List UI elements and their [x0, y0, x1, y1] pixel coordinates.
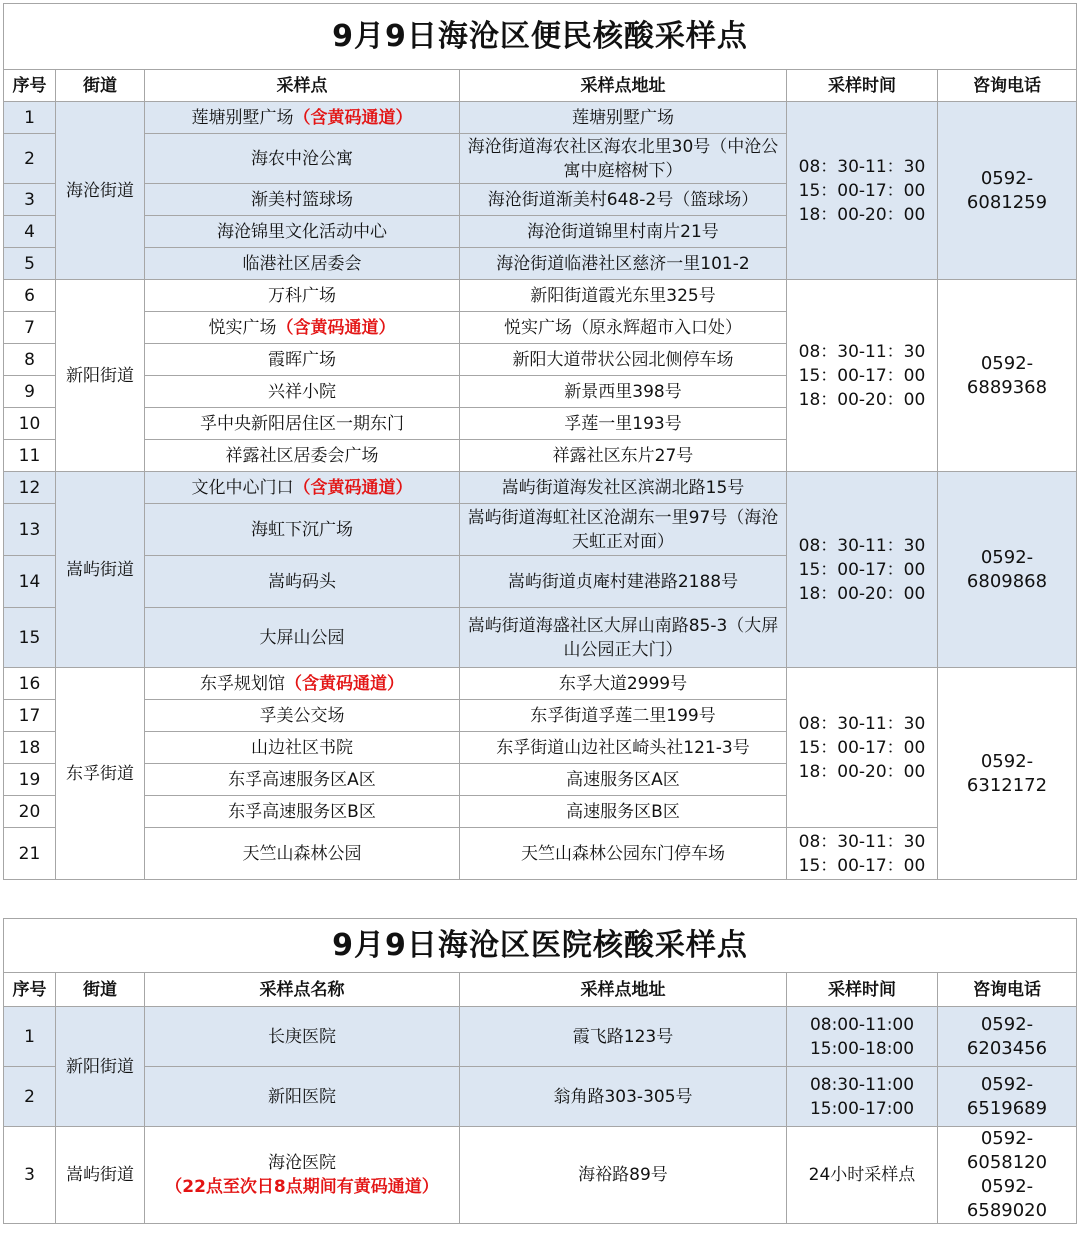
col-header-time: 采样时间 — [787, 70, 938, 102]
convenience-sampling-table — [3, 3, 1077, 880]
sampling-time: 24小时采样点 — [787, 1127, 938, 1224]
col-header-site: 采样点名称 — [145, 973, 460, 1007]
section1-title: 9月9日海沧区便民核酸采样点 — [4, 4, 1077, 70]
sampling-time: 08：30-11：30 15：00-17：00 18：00-20：00 — [787, 668, 938, 828]
row-number: 19 — [4, 764, 56, 796]
row-number: 16 — [4, 668, 56, 700]
site-name: 东孚高速服务区B区 — [145, 796, 460, 828]
address-cell: 嵩屿街道海盛社区大屏山南路85-3（大屏山公园正大门） — [460, 608, 787, 668]
address-cell: 霞飞路123号 — [460, 1007, 787, 1067]
phone-number: 0592-6081259 — [938, 102, 1077, 280]
table-row — [4, 102, 1077, 134]
yellow-code-label: （含黄码通道） — [285, 673, 404, 694]
site-name: 海沧锦里文化活动中心 — [145, 216, 460, 248]
address-cell: 东孚街道山边社区崎头社121-3号 — [460, 732, 787, 764]
row-number: 8 — [4, 344, 56, 376]
site-name: 天竺山森林公园 — [145, 828, 460, 880]
site-name: 大屏山公园 — [145, 608, 460, 668]
site-name: 文化中心门口 — [191, 477, 294, 498]
address-cell: 祥露社区东片27号 — [460, 440, 787, 472]
site-name: 霞晖广场 — [145, 344, 460, 376]
row-number: 3 — [4, 1127, 56, 1224]
site-cell — [145, 1127, 460, 1224]
address-cell: 高速服务区A区 — [460, 764, 787, 796]
site-name: 海农中沧公寓 — [145, 134, 460, 184]
row-number: 1 — [4, 1007, 56, 1067]
site-cell — [145, 102, 460, 134]
site-name: 海沧医院 — [268, 1153, 336, 1173]
site-name: 临港社区居委会 — [145, 248, 460, 280]
row-number: 21 — [4, 828, 56, 880]
address-cell: 莲塘别墅广场 — [460, 102, 787, 134]
street-name: 新阳街道 — [56, 1007, 145, 1127]
yellow-code-label: （含黄码通道） — [293, 477, 413, 498]
yellow-code-label: （含黄码通道） — [276, 317, 396, 338]
site-name: 东孚规划馆 — [200, 673, 285, 694]
convenience-sampling-table-section — [3, 3, 1076, 880]
sampling-time: 08：30-11：30 15：00-17：00 18：00-20：00 — [787, 102, 938, 280]
phone-number: 0592-6203456 — [938, 1007, 1077, 1067]
address-cell: 嵩屿街道海虹社区沧湖东一里97号（海沧天虹正对面） — [460, 504, 787, 556]
site-name: 孚美公交场 — [145, 700, 460, 732]
row-number: 18 — [4, 732, 56, 764]
address-cell: 海沧街道锦里村南片21号 — [460, 216, 787, 248]
col-header-street: 街道 — [56, 973, 145, 1007]
sampling-time: 08：30-11：30 15：00-17：00 — [787, 828, 938, 880]
sampling-time: 08：30-11：30 15：00-17：00 18：00-20：00 — [787, 472, 938, 668]
table-row — [4, 1067, 1077, 1127]
site-name: 渐美村篮球场 — [145, 184, 460, 216]
col-header-address: 采样点地址 — [460, 70, 787, 102]
col-header-no: 序号 — [4, 973, 56, 1007]
row-number: 17 — [4, 700, 56, 732]
site-name: 莲塘别墅广场 — [191, 107, 294, 128]
address-cell: 海沧街道临港社区慈济一里101-2 — [460, 248, 787, 280]
address-cell: 海沧街道渐美村648-2号（篮球场） — [460, 184, 787, 216]
table-row — [4, 1007, 1077, 1067]
address-cell: 翁角路303-305号 — [460, 1067, 787, 1127]
site-name: 祥露社区居委会广场 — [145, 440, 460, 472]
sampling-time: 08:00-11:00 15:00-18:00 — [787, 1007, 938, 1067]
phone-number: 0592-6519689 — [938, 1067, 1077, 1127]
phone-number: 0592-6058120 0592-6589020 — [938, 1127, 1077, 1224]
row-number: 4 — [4, 216, 56, 248]
address-cell: 海裕路89号 — [460, 1127, 787, 1224]
col-header-time: 采样时间 — [787, 973, 938, 1007]
col-header-no: 序号 — [4, 70, 56, 102]
table-row — [4, 472, 1077, 504]
street-name: 嵩屿街道 — [56, 1127, 145, 1224]
address-cell: 新景西里398号 — [460, 376, 787, 408]
col-header-address: 采样点地址 — [460, 973, 787, 1007]
street-name: 海沧街道 — [56, 102, 145, 280]
yellow-code-note: （22点至次日8点期间有黄码通道） — [165, 1177, 439, 1197]
phone-number: 0592-6312172 — [938, 668, 1077, 880]
row-number: 6 — [4, 280, 56, 312]
table-row — [4, 280, 1077, 312]
address-cell: 嵩屿街道海发社区滨湖北路15号 — [460, 472, 787, 504]
yellow-code-label: （含黄码通道） — [293, 107, 413, 128]
row-number: 11 — [4, 440, 56, 472]
site-name: 新阳医院 — [145, 1067, 460, 1127]
col-header-site: 采样点 — [145, 70, 460, 102]
row-number: 5 — [4, 248, 56, 280]
site-name: 兴祥小院 — [145, 376, 460, 408]
row-number: 1 — [4, 102, 56, 134]
col-header-phone: 咨询电话 — [938, 70, 1077, 102]
row-number: 7 — [4, 312, 56, 344]
address-cell: 新阳街道霞光东里325号 — [460, 280, 787, 312]
row-number: 2 — [4, 1067, 56, 1127]
col-header-phone: 咨询电话 — [938, 973, 1077, 1007]
street-name: 嵩屿街道 — [56, 472, 145, 668]
col-header-street: 街道 — [56, 70, 145, 102]
address-cell: 孚莲一里193号 — [460, 408, 787, 440]
site-cell — [145, 668, 460, 700]
phone-number: 0592-6889368 — [938, 280, 1077, 472]
address-cell: 东孚街道孚莲二里199号 — [460, 700, 787, 732]
site-cell — [145, 472, 460, 504]
table-row — [4, 668, 1077, 700]
address-cell: 东孚大道2999号 — [460, 668, 787, 700]
address-cell: 海沧街道海农社区海农北里30号（中沧公寓中庭榕树下） — [460, 134, 787, 184]
site-name: 山边社区书院 — [145, 732, 460, 764]
address-cell: 嵩屿街道贞庵村建港路2188号 — [460, 556, 787, 608]
address-cell: 高速服务区B区 — [460, 796, 787, 828]
site-name: 海虹下沉广场 — [145, 504, 460, 556]
address-cell: 天竺山森林公园东门停车场 — [460, 828, 787, 880]
site-name: 孚中央新阳居住区一期东门 — [145, 408, 460, 440]
row-number: 13 — [4, 504, 56, 556]
table-row — [4, 828, 1077, 880]
section2-title: 9月9日海沧区医院核酸采样点 — [4, 919, 1077, 973]
site-name: 万科广场 — [145, 280, 460, 312]
sampling-time: 08:30-11:00 15:00-17:00 — [787, 1067, 938, 1127]
phone-number: 0592-6809868 — [938, 472, 1077, 668]
street-name: 新阳街道 — [56, 280, 145, 472]
row-number: 14 — [4, 556, 56, 608]
street-name: 东孚街道 — [56, 668, 145, 880]
site-name: 东孚高速服务区A区 — [145, 764, 460, 796]
site-name: 嵩屿码头 — [145, 556, 460, 608]
address-cell: 悦实广场（原永辉超市入口处） — [460, 312, 787, 344]
row-number: 2 — [4, 134, 56, 184]
row-number: 9 — [4, 376, 56, 408]
row-number: 10 — [4, 408, 56, 440]
row-number: 3 — [4, 184, 56, 216]
address-cell: 新阳大道带状公园北侧停车场 — [460, 344, 787, 376]
hospital-sampling-table — [3, 918, 1077, 1224]
row-number: 20 — [4, 796, 56, 828]
site-cell — [145, 312, 460, 344]
row-number: 15 — [4, 608, 56, 668]
site-name: 长庚医院 — [145, 1007, 460, 1067]
sampling-time: 08：30-11：30 15：00-17：00 18：00-20：00 — [787, 280, 938, 472]
site-name: 悦实广场 — [208, 317, 277, 338]
table-row — [4, 1127, 1077, 1224]
row-number: 12 — [4, 472, 56, 504]
hospital-sampling-table-section — [3, 918, 1076, 1224]
